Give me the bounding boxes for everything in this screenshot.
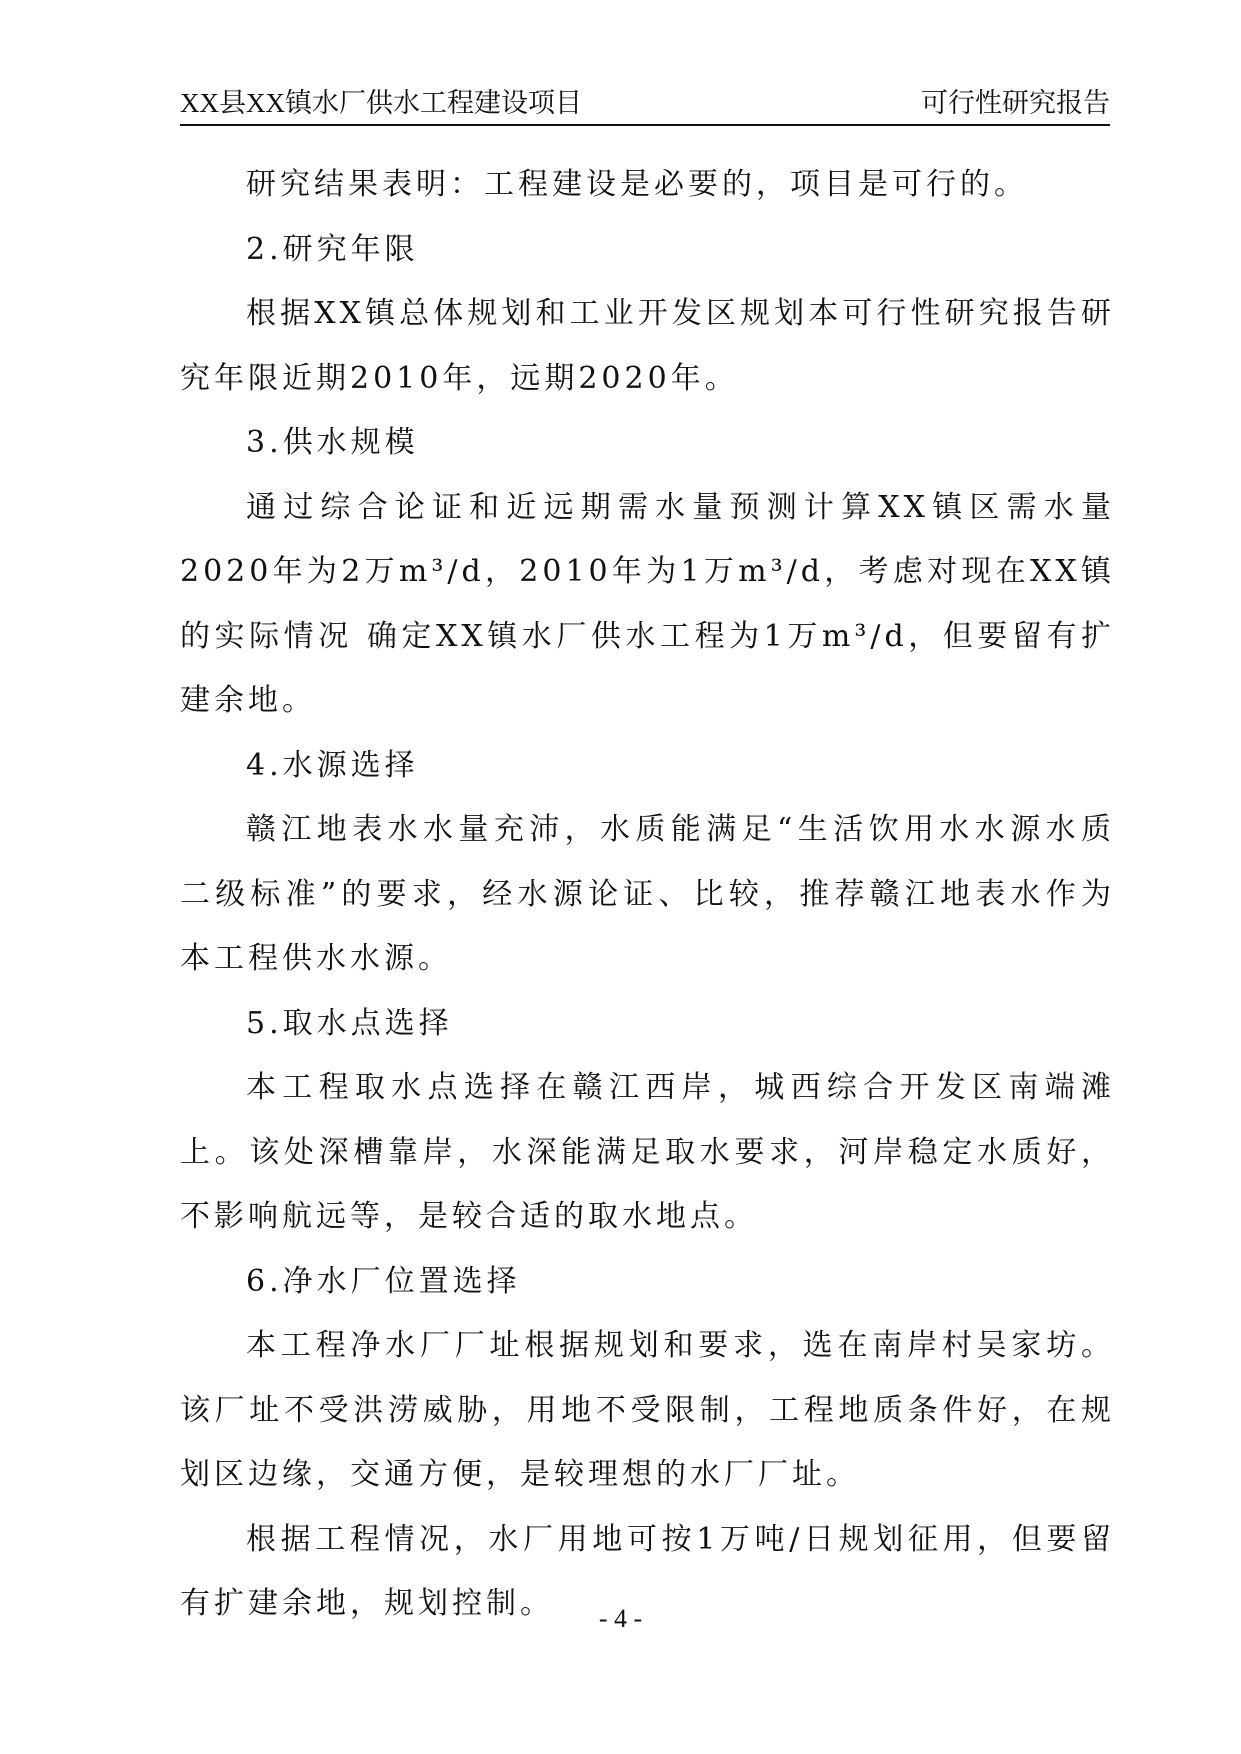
header-project-title: XX县XX镇水厂供水工程建设项目 — [180, 88, 582, 118]
section-heading-supply-scale: 3.供水规模 — [246, 425, 419, 460]
page-number: - 4 - — [598, 1604, 643, 1633]
section-heading-plant-location: 6.净水厂位置选择 — [246, 1263, 521, 1299]
research-period-paragraph: 根据XX镇总体规划和工业开发区规划本可行性研究报告研究年限近期2010年，远期2020年。 — [180, 296, 1115, 396]
page-header — [180, 84, 1110, 126]
section-heading-research-period: 2.研究年限 — [246, 231, 419, 267]
supply-scale-paragraph: 通过综合论证和近远期需水量预测计算XX镇区需水量2020年为2万m³/d，2010年为1万m³/d，考虑对现在XX镇的实际情况 确定XX镇水厂供水工程为1万m³/d，但要留有扩建余地。 — [180, 489, 1115, 718]
section-heading-water-source: 4.水源选择 — [246, 747, 419, 783]
document-body — [180, 153, 1115, 1637]
plant-location-paragraph: 本工程净水厂厂址根据规划和要求，选在南岸村吴家坊。该厂址不受洪涝威胁，用地不受限制，工程地质条件好，在规划区边缘，交通方便，是较理想的水厂厂址。 — [180, 1328, 1115, 1492]
header-report-type: 可行性研究报告 — [921, 88, 1110, 118]
intake-point-paragraph: 本工程取水点选择在赣江西岸，城西综合开发区南端滩上。该处深槽靠岸，水深能满足取水要求，河岸稳定水质好，不影响航远等，是较合适的取水地点。 — [180, 1070, 1115, 1234]
conclusion-paragraph: 研究结果表明：工程建设是必要的，项目是可行的。 — [246, 167, 1028, 202]
section-heading-intake-point: 5.取水点选择 — [246, 1005, 453, 1041]
land-use-paragraph: 根据工程情况，水厂用地可按1万吨/日规划征用，但要留有扩建余地，规划控制。 — [180, 1521, 1115, 1621]
water-source-paragraph: 赣江地表水水量充沛，水质能满足“生活饮用水水源水质二级标准”的要求，经水源论证、比较，推荐赣江地表水作为本工程供水水源。 — [180, 812, 1115, 976]
